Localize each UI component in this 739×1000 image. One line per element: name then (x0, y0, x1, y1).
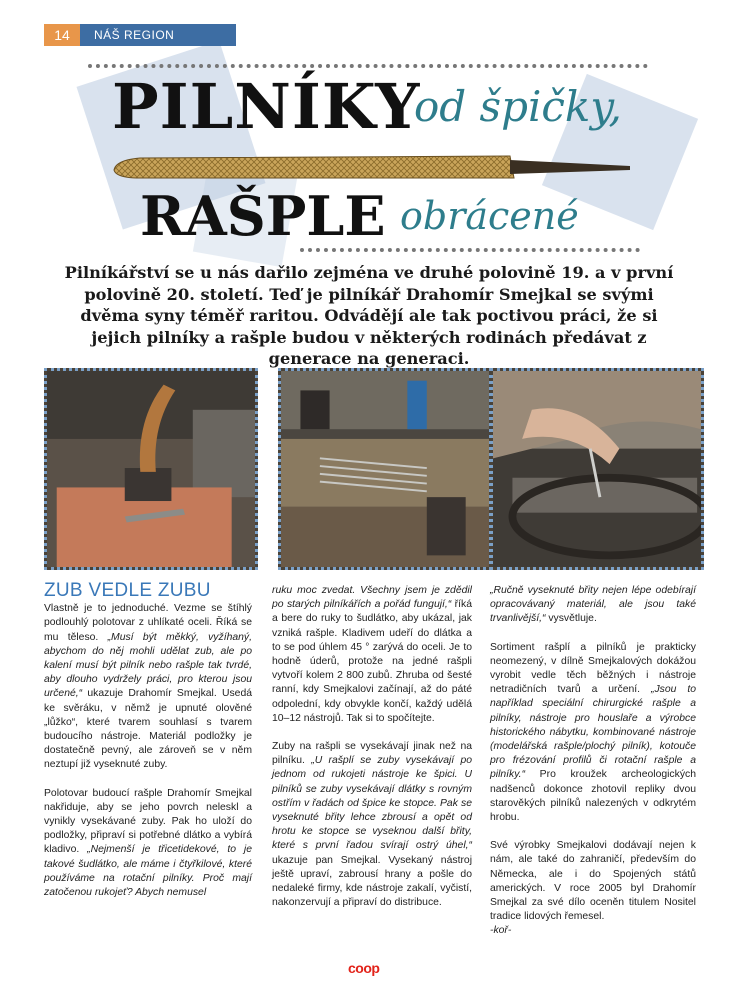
title-secondary-sub: obrácené (400, 194, 579, 238)
text: Zuby na rašpli se vysekávají jinak než na pilníku. (272, 741, 472, 767)
text: ukazuje pan Smejkal. Vysekaný nástroj ještě upraví, zabrousí hrany a pošle do nedaleké firmy, kde nástroje zakalí, vyčistí, nakonzervují a připraví do distribuce. (272, 854, 472, 909)
quote: „Jsou to například speciální chirurgické rašple a pilníky, nástroje pro houslaře a výrobce historického nábytku, kombinované nástroje (modelářská rašple/plochý pilník), kotouče pro frézování profilů či rotační rašple a pilníky.“ (490, 684, 696, 781)
paragraph (44, 787, 252, 901)
section-label: NÁŠ REGION (80, 24, 236, 46)
quote: „Musí být měkký, vyžíhaný, abychom do něj mohli udělat zub, ale po kalení musí být pilník nebo rašple tak tvrdé, aby dlouho vydržely práci, pro kterou jsou určené,“ (44, 631, 252, 700)
title-main-sub: od špičky, (414, 82, 622, 131)
photo-hand-chisel (490, 368, 704, 570)
paragraph (272, 740, 472, 910)
photo-anvil (44, 368, 258, 570)
text: vysvětluje. (548, 613, 597, 625)
header-bar (44, 24, 236, 46)
text: říká a bere do ruky to šudlátko, aby ukázal, jak vzniká rašple. Kladivem udeří do dlátka a to se pod úhlem 45 ° zarývá do oceli. Je to hodně úderů, protože na jedné rašpli vytvoří kolem 2 800 zubů. Zhruba od šesté ranní, kdy Smejkalovi začínají, až do páté odpolední, kdy obvykle končí, každý udělá 10–12 nástrojů. Tak si to spočítejte. (272, 599, 472, 724)
text: Polotovar budoucí rašple Drahomír Smejkal nakřiduje, aby se jeho povrch neleskl a vynikly vysekávané zuby. Pak ho uloží do podložky, připraví si potřebné dlátko a vybírá kladivo. (44, 787, 252, 856)
quote: „Nejmenší je třicetidekové, to je takové šudlátko, ale máme i čtyřkilové, které používáme na rotační pilníky. Proč mají zatočenou rukojeť? Abych nemusel (44, 844, 252, 899)
page-number: 14 (44, 24, 80, 46)
photo-workshop (278, 368, 492, 570)
author-signature: -koř- (490, 925, 512, 937)
text: Své výrobky Smejkalovi dodávají nejen k nám, ale také do zahraničí, především do Německa, ale i do Spojených států amerických. V roce 2005 byl Drahomír Smejkal za své dílo oceněn titulem Nositel tradice lidových řemesel. (490, 840, 696, 923)
coop-logo: coop (348, 960, 380, 976)
paragraph (44, 602, 252, 772)
text: Sortiment rašplí a pilníků je prakticky neomezený, v dílně Smejkalových dokážou vyrobit vedle těch běžných i nástroje netradičních tvarů a určení. (490, 641, 696, 696)
dotted-rule-top (88, 64, 648, 68)
paragraph (272, 584, 472, 726)
text: Pro kroužek archeologických nadšenců dokonce zhotovil repliky dvou starověkých pilníků nalezených v odkrytém hrobu. (490, 769, 696, 824)
text: Vlastně je to jednoduché. Vezme se štíhlý podlouhlý polotovar z uhlíkaté oceli. Říká se mu těleso. (44, 603, 252, 643)
column-3 (490, 584, 696, 939)
title-main: PILNÍKY (112, 70, 421, 143)
dotted-rule-bottom (300, 248, 640, 252)
quote: „Ručně vyseknuté břity nejen lépe odebírají opracovávaný materiál, ale jsou také trvanlivější,“ (490, 585, 696, 625)
text: ukazuje Drahomír Smejkal. Usedá ke svěráku, v němž je upnuté olověné „lůžko“, které tvarem souhlasí s tvarem budoucího nástroje. Materiál podložky je dostatečně pevný, ale zároveň se v něm neztupí již vyseknuté zuby. (44, 688, 253, 771)
paragraph (490, 641, 696, 826)
quote: ruku moc zvedat. Všechny jsem je zdědil po starých pilníkářích a pořád fungují,“ (272, 585, 472, 611)
lead-paragraph: Pilníkářství se u nás dařilo zejména ve druhé polovině 19. a v první polovině 20. století. Teď je pilníkář Drahomír Smejkal se svými dvěma syny téměř raritou. Odvádějí ale tak poctivou práci, že si jejich pilníky a rašple budou v některých rodinách předávat z generace na generaci. (64, 263, 674, 368)
column-1 (44, 580, 253, 900)
subheading: ZUB VEDLE ZUBU (44, 580, 211, 601)
title-secondary: RAŠPLE (140, 184, 386, 248)
paragraph (490, 584, 696, 627)
paragraph (490, 839, 696, 924)
column-2 (272, 584, 472, 910)
quote: „U rašplí se zuby vysekávají po jednom od rukojeti nástroje ke špici. U pilníků se zuby vysekávají dlátky s rovným ostřím v řadách od špice ke stopce. Pak se vyseknuté břity lehce zbrousí a opět od hrotu ke stopce se vyseknou další břity, které s první řadou svírají ostrý úhel,“ (272, 755, 473, 852)
